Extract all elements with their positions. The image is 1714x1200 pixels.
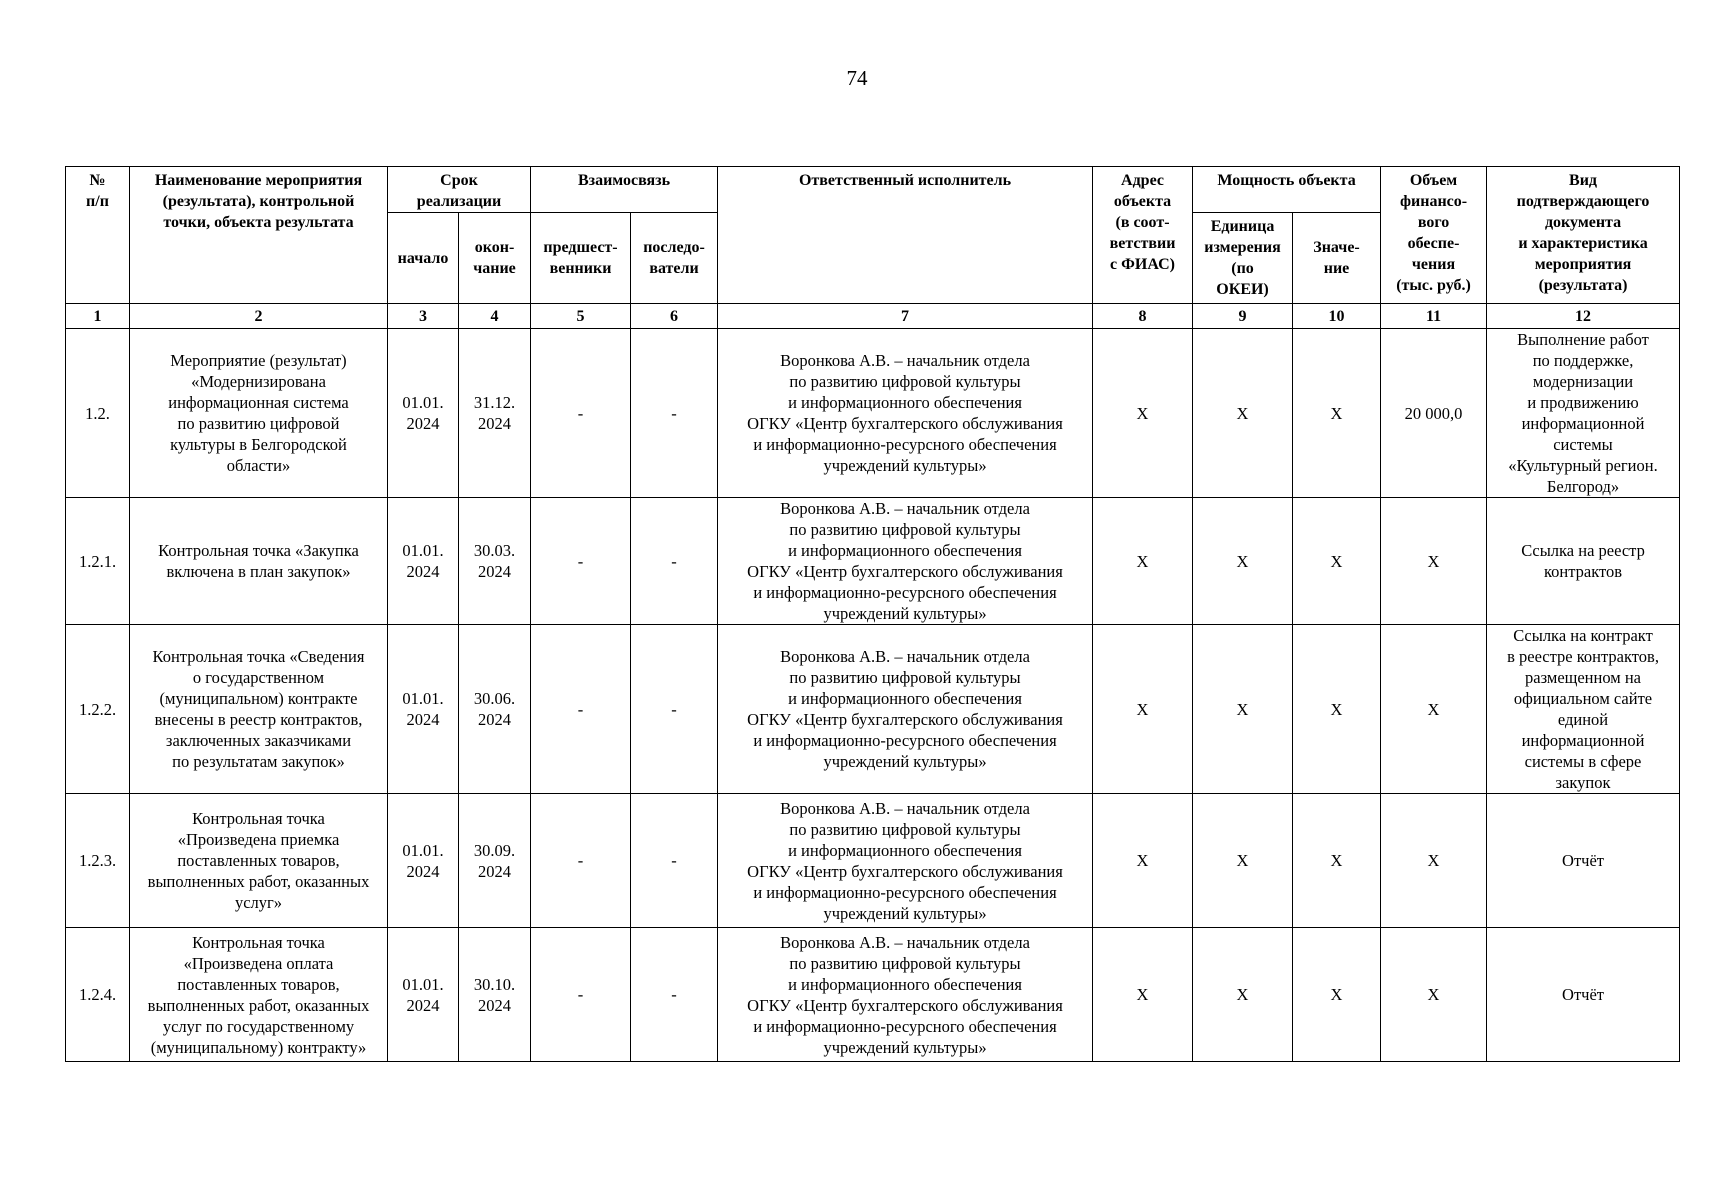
row-end: 30.06. 2024 (459, 625, 531, 794)
row-address: X (1093, 625, 1193, 794)
row-address: X (1093, 498, 1193, 625)
header-rel-prev: предшест- венники (531, 213, 631, 304)
column-number: 11 (1381, 304, 1487, 329)
row-unit: X (1193, 625, 1293, 794)
row-finance: X (1381, 625, 1487, 794)
header-finance: Объем финансо- вого обеспе- чения (тыс. руб.) (1381, 167, 1487, 304)
header-capacity: Мощность объекта (1193, 167, 1381, 213)
header-num: № п/п (66, 167, 130, 304)
row-next: - (631, 329, 718, 498)
header-doc: Вид подтверждающего документа и характеристика мероприятия (результата) (1487, 167, 1680, 304)
table-row (66, 794, 1680, 928)
row-start: 01.01. 2024 (388, 928, 459, 1062)
row-num: 1.2.3. (66, 794, 130, 928)
table-row (66, 625, 1680, 794)
header-address: Адрес объекта (в соот- ветствии с ФИАС) (1093, 167, 1193, 304)
row-name: Мероприятие (результат) «Модернизирована информационная система по развитию цифровой культуры в Белгородской области» (130, 329, 388, 498)
row-executor: Воронкова А.В. – начальник отдела по развитию цифровой культуры и информационного обеспечения ОГКУ «Центр бухгалтерского обслуживания и информационно-ресурсного обеспечения учреждений культуры» (718, 498, 1093, 625)
row-value: X (1293, 498, 1381, 625)
row-start: 01.01. 2024 (388, 498, 459, 625)
row-next: - (631, 498, 718, 625)
row-value: X (1293, 329, 1381, 498)
row-doc: Ссылка на контракт в реестре контрактов, размещенном на официальном сайте единой информационной системы в сфере закупок (1487, 625, 1680, 794)
row-doc: Отчёт (1487, 928, 1680, 1062)
plan-table (65, 166, 1680, 1062)
row-unit: X (1193, 329, 1293, 498)
column-number: 2 (130, 304, 388, 329)
column-number: 4 (459, 304, 531, 329)
column-number: 9 (1193, 304, 1293, 329)
header-executor: Ответственный исполнитель (718, 167, 1093, 304)
row-doc: Выполнение работ по поддержке, модернизации и продвижению информационной системы «Культурный регион. Белгород» (1487, 329, 1680, 498)
column-number: 6 (631, 304, 718, 329)
row-unit: X (1193, 498, 1293, 625)
row-start: 01.01. 2024 (388, 794, 459, 928)
row-finance: 20 000,0 (1381, 329, 1487, 498)
row-end: 30.10. 2024 (459, 928, 531, 1062)
row-start: 01.01. 2024 (388, 625, 459, 794)
row-prev: - (531, 498, 631, 625)
row-unit: X (1193, 794, 1293, 928)
row-num: 1.2.1. (66, 498, 130, 625)
header-term-start: начало (388, 213, 459, 304)
column-number: 1 (66, 304, 130, 329)
column-number: 7 (718, 304, 1093, 329)
row-value: X (1293, 928, 1381, 1062)
row-next: - (631, 928, 718, 1062)
column-number: 8 (1093, 304, 1193, 329)
header-cap-unit: Единица измерения (по ОКЕИ) (1193, 213, 1293, 304)
row-end: 30.03. 2024 (459, 498, 531, 625)
table-body (66, 329, 1680, 1062)
row-num: 1.2. (66, 329, 130, 498)
row-finance: X (1381, 498, 1487, 625)
row-executor: Воронкова А.В. – начальник отдела по развитию цифровой культуры и информационного обеспечения ОГКУ «Центр бухгалтерского обслуживания и информационно-ресурсного обеспечения учреждений культуры» (718, 928, 1093, 1062)
table-row (66, 329, 1680, 498)
row-finance: X (1381, 928, 1487, 1062)
row-address: X (1093, 928, 1193, 1062)
header-cap-value: Значе- ние (1293, 213, 1381, 304)
row-doc: Отчёт (1487, 794, 1680, 928)
table-row (66, 498, 1680, 625)
row-address: X (1093, 329, 1193, 498)
column-number: 5 (531, 304, 631, 329)
row-executor: Воронкова А.В. – начальник отдела по развитию цифровой культуры и информационного обеспечения ОГКУ «Центр бухгалтерского обслуживания и информационно-ресурсного обеспечения учреждений культуры» (718, 329, 1093, 498)
row-finance: X (1381, 794, 1487, 928)
header-relation: Взаимосвязь (531, 167, 718, 213)
row-executor: Воронкова А.В. – начальник отдела по развитию цифровой культуры и информационного обеспечения ОГКУ «Центр бухгалтерского обслуживания и информационно-ресурсного обеспечения учреждений культуры» (718, 625, 1093, 794)
column-number: 3 (388, 304, 459, 329)
column-numbers-row (66, 304, 1680, 329)
row-next: - (631, 794, 718, 928)
header-term-end: окон- чание (459, 213, 531, 304)
row-doc: Ссылка на реестр контрактов (1487, 498, 1680, 625)
row-name: Контрольная точка «Закупка включена в план закупок» (130, 498, 388, 625)
row-unit: X (1193, 928, 1293, 1062)
row-prev: - (531, 928, 631, 1062)
row-executor: Воронкова А.В. – начальник отдела по развитию цифровой культуры и информационного обеспечения ОГКУ «Центр бухгалтерского обслуживания и информационно-ресурсного обеспечения учреждений культуры» (718, 794, 1093, 928)
row-num: 1.2.2. (66, 625, 130, 794)
row-num: 1.2.4. (66, 928, 130, 1062)
column-number: 12 (1487, 304, 1680, 329)
row-next: - (631, 625, 718, 794)
header-term: Срок реализации (388, 167, 531, 213)
row-end: 31.12. 2024 (459, 329, 531, 498)
row-end: 30.09. 2024 (459, 794, 531, 928)
header-rel-next: последо- ватели (631, 213, 718, 304)
row-address: X (1093, 794, 1193, 928)
header-name: Наименование мероприятия (результата), контрольной точки, объекта результата (130, 167, 388, 304)
row-prev: - (531, 625, 631, 794)
row-name: Контрольная точка «Сведения о государственном (муниципальном) контракте внесены в реестр контрактов, заключенных заказчиками по результатам закупок» (130, 625, 388, 794)
row-prev: - (531, 329, 631, 498)
row-value: X (1293, 794, 1381, 928)
row-value: X (1293, 625, 1381, 794)
row-name: Контрольная точка «Произведена оплата поставленных товаров, выполненных работ, оказанных услуг по государственному (муниципальному) контракту» (130, 928, 388, 1062)
table-header (66, 167, 1680, 329)
row-start: 01.01. 2024 (388, 329, 459, 498)
page-number: 74 (846, 66, 868, 90)
row-name: Контрольная точка «Произведена приемка поставленных товаров, выполненных работ, оказанных услуг» (130, 794, 388, 928)
column-number: 10 (1293, 304, 1381, 329)
row-prev: - (531, 794, 631, 928)
table-row (66, 928, 1680, 1062)
